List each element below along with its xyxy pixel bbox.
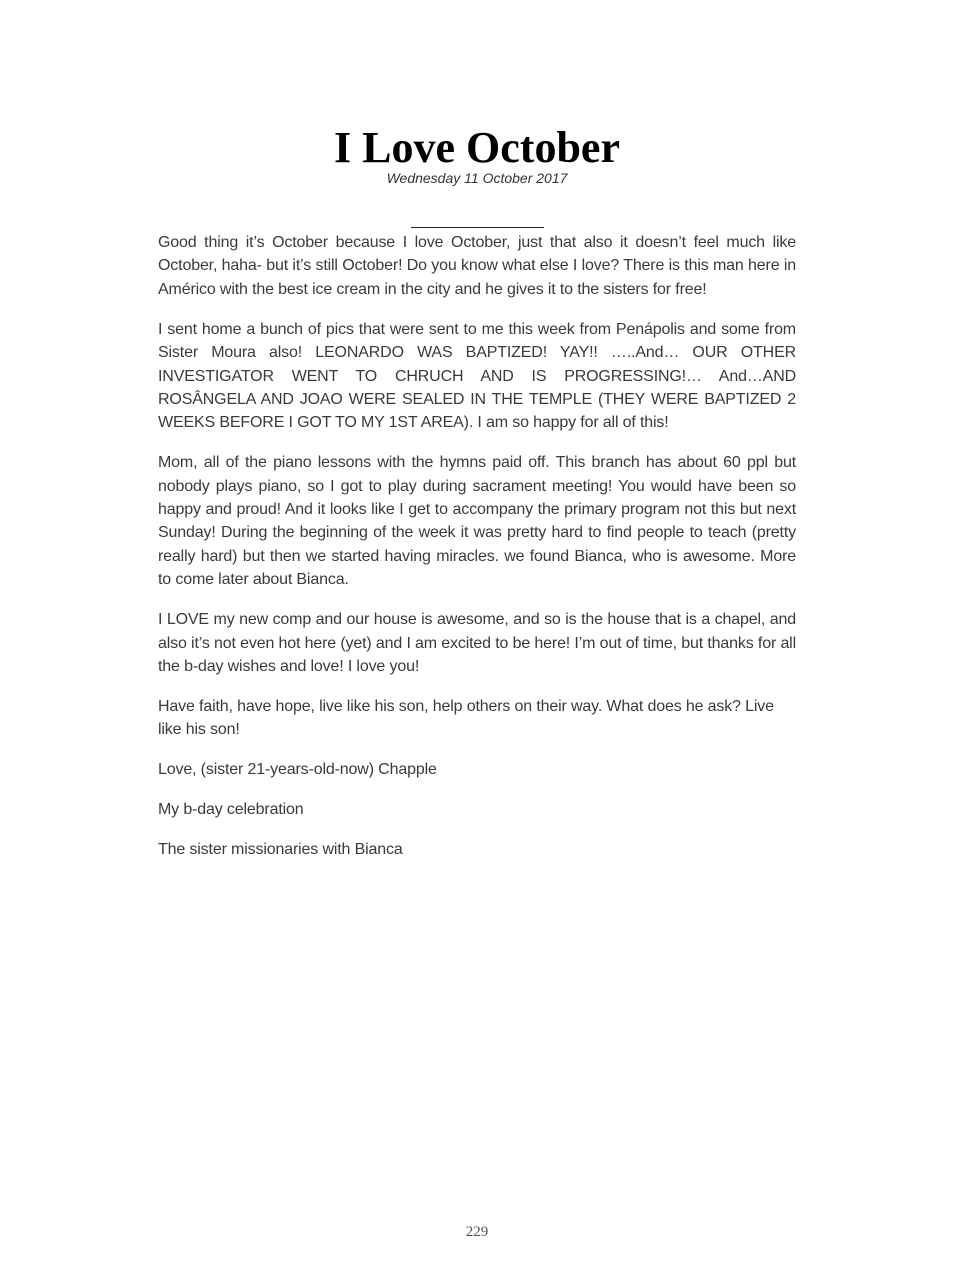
photo-caption-bday: My b-day celebration <box>158 801 304 819</box>
paragraph-piano: Mom, all of the piano lessons with the hymns paid off. This branch has about 60 ppl but nobody plays piano, so I got to play during sacrament meeting! You would have been so happy and proud! And it looks like I get to accompany the primary program not this but next Sunday! During the beginning of the week it was pretty hard to find people to teach (pretty really hard) but then we started having miracles. we found Bianca, who is awesome. More to come later about Bianca. <box>158 454 796 589</box>
article-date: Wednesday 11 October 2017 <box>386 170 568 186</box>
signature-line: Love, (sister 21-years-old-now) Chapple <box>158 761 437 779</box>
paragraph-baptism-news: I sent home a bunch of pics that were sent to me this week from Penápolis and some from Sister Moura also! LEONARDO WAS BAPTIZED! YAY!! …..And… OUR OTHER INVESTIGATOR WENT TO CHRUCH AND IS PROGRESSING!… And…AND ROSÂNGELA AND JOAO WERE SEALED IN THE TEMPLE (THEY WERE BAPTIZED 2 WEEKS BEFORE I GOT TO MY 1ST AREA). I am so happy for all of this! <box>158 320 796 432</box>
paragraph-have-faith: Have faith, have hope, live like his son, help others on their way. What does he ask? Live like his son! <box>158 697 774 739</box>
article-body <box>158 231 796 878</box>
article-title: I Love October <box>334 123 620 172</box>
page-number: 229 <box>465 1224 489 1240</box>
paragraph-new-comp: I LOVE my new comp and our house is awesome, and so is the house that is a chapel, and also it’s not even hot here (yet) and I am excited to be here! I’m out of time, but thanks for all the b-day wishes and love! I love you! <box>158 611 796 675</box>
photo-caption-missionaries: The sister missionaries with Bianca <box>158 841 403 859</box>
paragraph-ice-cream: Good thing it’s October because I love October, just that also it doesn’t feel much like October, haha- but it’s still October! Do you know what else I love? There is this man here in Américo with the best ice cream in the city and he gives it to the sisters for free! <box>158 234 796 298</box>
title-divider <box>411 227 544 228</box>
